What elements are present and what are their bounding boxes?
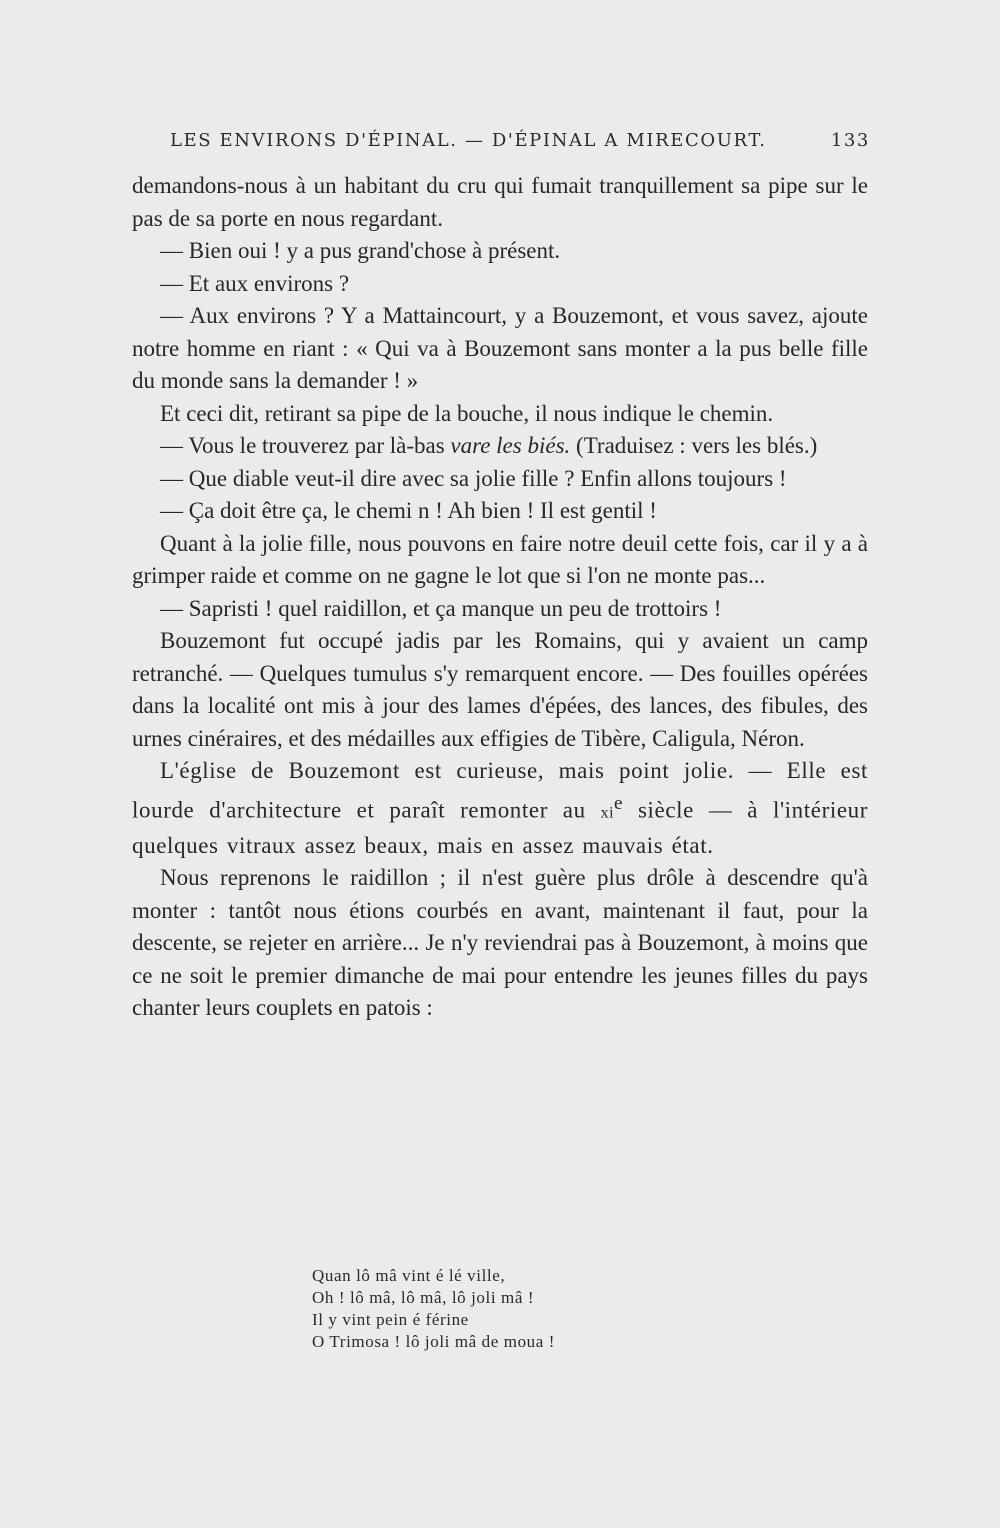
century-numeral: xi	[600, 804, 615, 822]
verse-line: Oh ! lô mâ, lô mâ, lô joli mâ !	[312, 1288, 535, 1307]
dialogue-line: — Et aux environs ?	[160, 270, 350, 296]
dialect-phrase: vare les biés.	[450, 433, 571, 458]
dialogue-line: — Bien oui ! y a pus grand'chose à présent.	[160, 238, 561, 263]
paragraph: Bouzemont fut occupé jadis par les Romains, qui y avaient un camp retranché. — Quelques tumulus s'y remarquent encore. — Des fouilles opérées dans la localité ont mis à jour des lames d'épées, des lances, des fibules, des urnes cinéraires, et des médailles aux effigies de Tibère, Caligula, Néron.	[132, 628, 868, 751]
dialogue-line: — Sapristi ! quel raidillon, et ça manque un peu de trottoirs !	[160, 595, 722, 621]
paragraph: demandons-nous à un habitant du cru qui fumait tranquillement sa pipe sur le pas de sa porte en nous regardant.	[132, 173, 868, 231]
verse-line: Il y vint pein é férine	[312, 1310, 469, 1329]
paragraph: Et ceci dit, retirant sa pipe de la bouche, il nous indique le chemin.	[160, 400, 774, 426]
text-run: L'église de Bouzemont est curieuse, mais point jolie. — Elle est lourde d'architecture et paraît remonter au	[132, 758, 868, 823]
dialogue-line	[132, 430, 868, 463]
text-run: — Vous le trouverez par là-bas	[160, 433, 451, 458]
dialogue-line: — Aux environs ? Y a Mattaincourt, y a Bouzemont, et vous savez, ajoute notre homme en riant : « Qui va à Bouzemont sans monter a la pus belle fille du monde sans la demander ! »	[132, 303, 868, 393]
verse-line: Quan lô mâ vint é lé ville,	[312, 1266, 506, 1285]
page-number: 133	[830, 130, 870, 151]
paragraph: Nous reprenons le raidillon ; il n'est guère plus drôle à descendre qu'à monter : tantôt nous étions courbés en avant, maintenant il faut, pour la descente, se rejeter en arrière... Je n'y reviendrai pas à Bouzemont, à moins que ce ne soit le premier dimanche de mai pour entendre les jeunes filles du pays chanter leurs couplets en patois :	[132, 865, 868, 1021]
superscript: e	[614, 792, 624, 814]
paragraph	[132, 755, 868, 862]
verse-block	[312, 1265, 555, 1353]
paragraph: Quant à la jolie fille, nous pouvons en faire notre deuil cette fois, car il y a à grimper raide et comme on ne gagne le lot que si l'on ne monte pas...	[132, 530, 868, 588]
verse-line: O Trimosa ! lô joli mâ de moua !	[312, 1332, 556, 1351]
dialogue-line: — Que diable veut-il dire avec sa jolie fille ? Enfin allons toujours !	[160, 465, 787, 491]
text-run: siècle — à l'intérieur quelques vitraux assez beaux, mais en assez mauvais état.	[132, 797, 868, 858]
body-text	[132, 170, 868, 1025]
running-title: LES ENVIRONS D'ÉPINAL. — D'ÉPINAL A MIRECOURT.	[170, 130, 767, 151]
dialogue-line: — Ça doit être ça, le chemi n ! Ah bien ! Il est gentil !	[160, 498, 657, 523]
text-run: (Traduisez : vers les blés.)	[570, 433, 818, 458]
